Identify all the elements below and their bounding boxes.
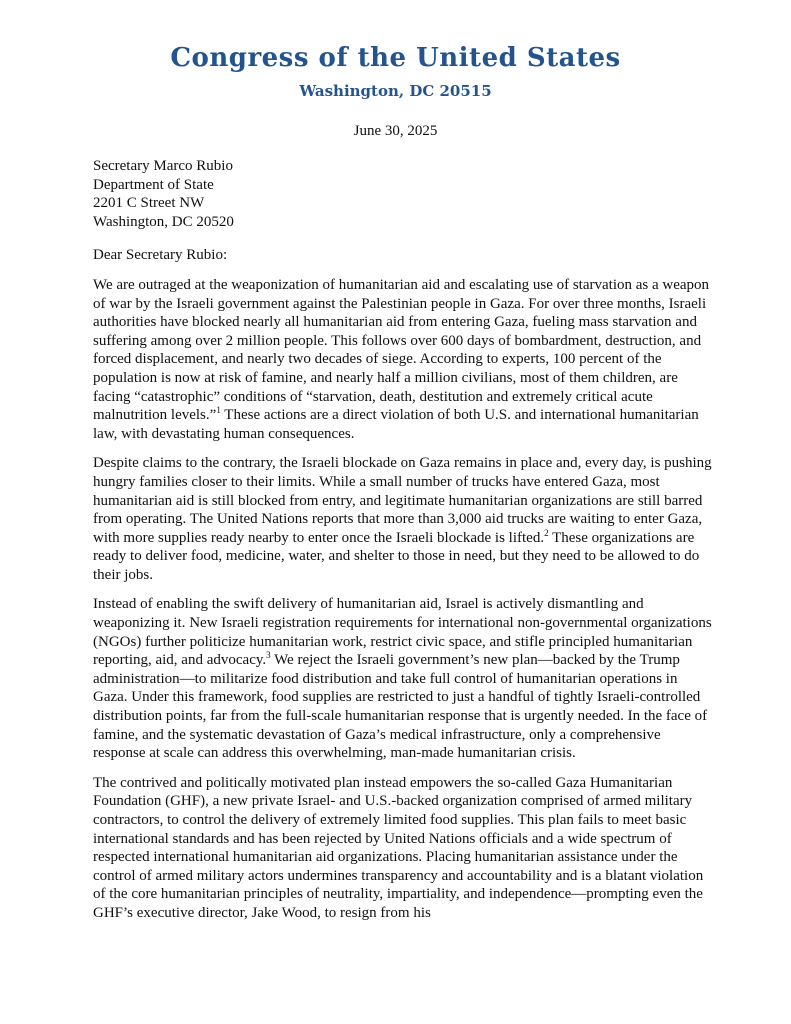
paragraph-3 — [93, 595, 713, 762]
address-line-city: Washington, DC 20520 — [93, 213, 234, 230]
letterhead — [0, 38, 791, 102]
paragraph-2 — [93, 454, 713, 584]
paragraph-4-text: The contrived and politically motivated plan instead empowers the so-called Gaza Humanitarian Foundation (GHF), a new private Israel- and U.S.-backed organization comprised of armed military contractors, to control the delivery of extremely limited food supplies. This plan fails to meet basic international standards and has been rejected by United Nations officials and a wide spectrum of respected international humanitarian aid organizations. Placing humanitarian assistance under the control of armed military actors undermines transparency and accountability and is a blatant violation of the core humanitarian principles of neutrality, impartiality, and independence—prompting even the GHF’s executive director, Jake Wood, to resign from his — [93, 774, 704, 921]
letterhead-title: Congress of the United States — [170, 43, 621, 73]
paragraph-1 — [93, 276, 713, 443]
address-line-street: 2201 C Street NW — [93, 195, 205, 212]
paragraph-2-text-cont: These organizations are ready to deliver food, medicine, water, and shelter to those in need, but they need to be allowed to do their jobs. — [93, 529, 700, 583]
address-line-name: Secretary Marco Rubio — [93, 158, 233, 174]
letterhead-subtitle: Washington, DC 20515 — [299, 82, 492, 100]
salutation: Dear Secretary Rubio: — [93, 247, 228, 264]
recipient-address — [93, 157, 713, 231]
footnote-ref-1[interactable]: 1 — [216, 405, 221, 416]
paragraph-3-text-cont: We reject the Israeli government’s new plan—backed by the Trump administration—to militarize food distribution and take full control of humanitarian operations in Gaza. Under this framework, food supplies are restricted to just a handful of tightly Israeli-controlled distribution points, far from the full-scale humanitarian response that is urgently needed. In the face of famine, and the systematic devastation of Gaza’s medical infrastructure, only a comprehensive response at scale can address this overwhelming, man-made humanitarian crisis. — [93, 652, 708, 762]
letter-date: June 30, 2025 — [353, 123, 438, 139]
address-line-department: Department of State — [93, 176, 214, 193]
paragraph-2-text: Despite claims to the contrary, the Israeli blockade on Gaza remains in place and, every day, is pushing hungry families closer to their limits. While a small number of trucks have entered Gaza, most humanitarian aid is still blocked from entry, and legitimate humanitarian organizations are still barred from operating. The United Nations reports that more than 3,000 aid trucks are waiting to enter Gaza, with more supplies ready nearby to enter once the Israeli blockade is lifted. — [93, 455, 712, 546]
paragraph-4 — [93, 774, 713, 923]
paragraph-1-text: We are outraged at the weaponization of humanitarian aid and escalating use of starvation as a weapon of war by the Israeli government against the Palestinian people in Gaza. For over three months, Israeli authorities have blocked nearly all humanitarian aid from entering Gaza, fueling mass starvation and suffering among over 2 million people. This follows over 600 days of bombardment, destruction, and forced displacement, and nearly two decades of siege. According to experts, 100 percent of the population is now at risk of famine, and nearly half a million civilians, most of them children, are facing “catastrophic” conditions of “starvation, death, destitution and extremely critical acute malnutrition levels.” — [93, 276, 710, 424]
paragraph-3-text: Instead of enabling the swift delivery of humanitarian aid, Israel is actively dismantling and weaponizing it. New Israeli registration requirements for international non-governmental organizations (NGOs) further politicize humanitarian work, restrict civic space, and stifle principled humanitarian reporting, aid, and advocacy. — [93, 596, 712, 669]
footnote-ref-2[interactable]: 2 — [544, 527, 549, 538]
footnote-ref-3[interactable]: 3 — [266, 650, 271, 661]
letter-body — [93, 157, 713, 923]
paragraph-1-text-cont: These actions are a direct violation of both U.S. and international humanitarian law, with devastating human consequences. — [93, 407, 699, 442]
